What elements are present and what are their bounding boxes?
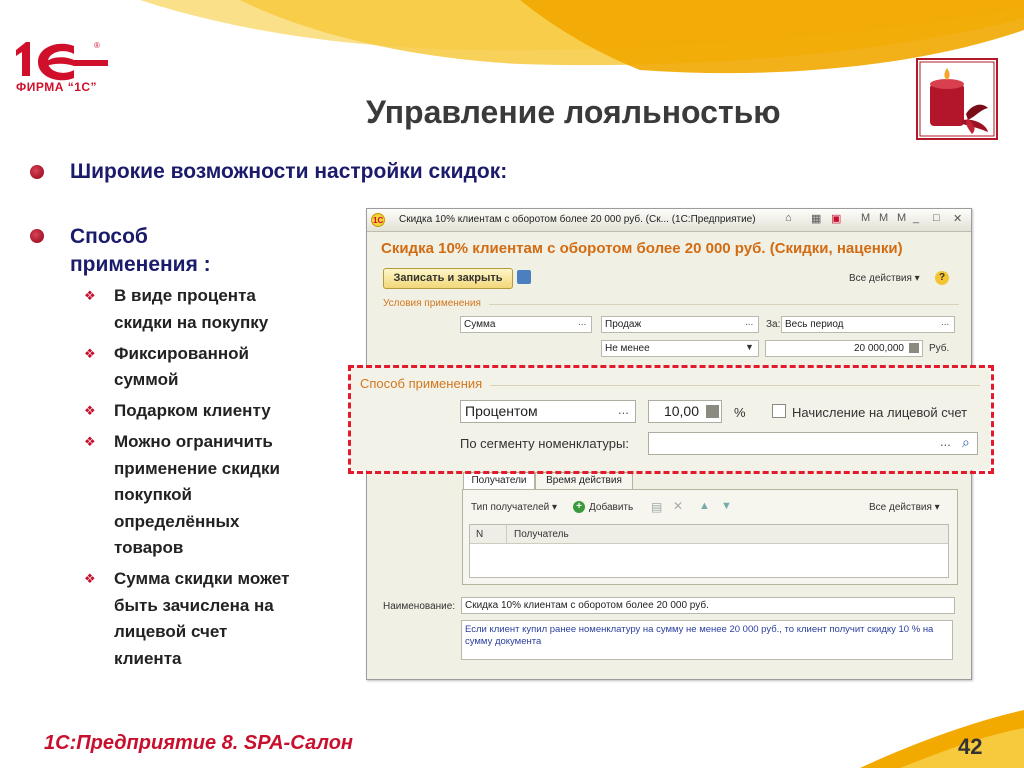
name-value: Скидка 10% клиентам с оборотом более 20 000 руб.: [465, 600, 709, 611]
column-header-recipient[interactable]: Получатель: [514, 529, 569, 540]
bullet-dot-icon: [30, 229, 44, 243]
svg-text:1С: 1С: [373, 216, 384, 225]
tab-recipients[interactable]: Получатели: [463, 472, 535, 490]
all-actions-label: Все действия: [869, 502, 932, 513]
tab-validity-time[interactable]: Время действия: [535, 472, 633, 490]
sub-bullet-line: В виде процента: [114, 286, 256, 305]
diamond-bullet-icon: ❖: [84, 571, 96, 586]
save-icon[interactable]: [517, 270, 531, 284]
recipients-all-actions-menu[interactable]: Все действия ▾: [869, 502, 940, 513]
comparison-select[interactable]: [601, 340, 759, 357]
close-icon[interactable]: ✕: [953, 213, 963, 225]
calendar-icon[interactable]: ▣: [831, 213, 842, 225]
sub-bullet-line: клиента: [114, 648, 182, 668]
condition-object-field[interactable]: [601, 316, 759, 333]
select-button[interactable]: ...: [745, 317, 754, 328]
candle-icon: [916, 58, 998, 140]
sub-bullet-line: товаров: [114, 538, 184, 557]
top-swoosh: [0, 0, 1024, 100]
sub-bullet-line: покупкой: [114, 485, 193, 504]
currency-label: Руб.: [929, 343, 950, 354]
recipients-table[interactable]: [469, 524, 949, 578]
column-header-n[interactable]: N: [476, 529, 484, 540]
move-down-icon[interactable]: ▼: [721, 500, 732, 512]
bullet-features: Широкие возможности настройки скидок:: [70, 160, 508, 183]
select-button[interactable]: ...: [940, 434, 951, 449]
calculator-icon[interactable]: [909, 343, 919, 353]
page-number: 42: [958, 734, 983, 759]
diamond-bullet-icon: ❖: [84, 434, 96, 449]
chevron-down-icon[interactable]: ▼: [745, 342, 754, 352]
select-button[interactable]: ...: [941, 317, 950, 328]
bottom-swoosh: [0, 690, 1024, 768]
calculator-icon[interactable]: ▦: [811, 213, 822, 225]
memory-m-icon[interactable]: M: [861, 212, 871, 224]
sub-bullet-line: применение скидки: [114, 458, 280, 478]
sub-bullet-line: Сумма скидки может: [114, 569, 290, 588]
bullet-method-line2: применения :: [70, 253, 211, 276]
add-icon[interactable]: +: [573, 501, 585, 513]
sub-bullet-line: лицевой счет: [114, 622, 228, 641]
method-section-label: Способ применения: [360, 376, 483, 391]
form-heading: Скидка 10% клиентам с оборотом более 20 000 руб. (Скидки, наценки): [381, 240, 903, 257]
recipient-type-label: Тип получателей: [471, 502, 550, 513]
sub-bullet-line: суммой: [114, 370, 179, 389]
delete-icon[interactable]: ✕: [673, 499, 684, 513]
add-button[interactable]: Добавить: [589, 502, 634, 513]
condition-type-value: Сумма: [464, 319, 496, 330]
all-actions-label: Все действия: [849, 273, 912, 284]
logo-caption: ФИРМА “1С”: [16, 80, 98, 94]
method-value: Процентом: [465, 403, 538, 419]
column-divider: [506, 525, 507, 543]
footer-product: 1С:Предприятие 8. SPA-Салон: [44, 732, 353, 754]
help-icon[interactable]: ?: [935, 271, 949, 285]
copy-icon[interactable]: ▤: [651, 500, 663, 514]
percent-sign: %: [734, 405, 746, 420]
amount-field[interactable]: [765, 340, 923, 357]
save-close-button[interactable]: Записать и закрыть: [383, 268, 513, 289]
select-button[interactable]: ...: [578, 317, 587, 328]
svg-text:®: ®: [94, 41, 100, 50]
sub-bullet-line: определённых: [114, 511, 240, 531]
highlight-dashed-frame: [348, 365, 994, 474]
name-field[interactable]: [461, 597, 955, 614]
segment-label: По сегменту номенклатуры:: [460, 436, 629, 451]
bullet-dot-icon: [30, 165, 44, 179]
home-icon[interactable]: ⌂: [785, 212, 792, 224]
name-label: Наименование:: [383, 601, 456, 612]
sub-bullet-line: Можно ограничить: [114, 432, 273, 451]
memory-mminus-icon[interactable]: M: [897, 212, 907, 224]
maximize-icon[interactable]: □: [933, 212, 940, 224]
1c-app-icon: [371, 213, 385, 227]
minimize-icon[interactable]: _: [913, 212, 920, 224]
all-actions-menu[interactable]: Все действия ▾: [849, 273, 920, 284]
conditions-section-label: Условия применения: [383, 298, 481, 309]
move-up-icon[interactable]: ▲: [699, 500, 710, 512]
search-icon[interactable]: ⌕: [962, 434, 970, 450]
bullet-method-line1: Способ: [70, 225, 148, 248]
period-label: За:: [766, 319, 781, 330]
memory-mplus-icon[interactable]: M: [879, 212, 889, 224]
diamond-bullet-icon: ❖: [84, 345, 96, 361]
slide-title: Управление лояльностью: [366, 94, 781, 130]
window-titlebar[interactable]: [367, 209, 971, 232]
diamond-bullet-icon: ❖: [84, 288, 96, 303]
sub-bullet-line: Фиксированной: [114, 343, 249, 363]
window-title: Скидка 10% клиентам с оборотом более 20 000 руб. (Ск... (1С:Предприятие): [399, 214, 756, 225]
sub-bullet-line: скидки на покупку: [114, 312, 269, 332]
diamond-bullet-icon: ❖: [84, 403, 96, 418]
comparison-value: Не менее: [605, 343, 650, 354]
discount-value: 10,00: [663, 403, 699, 419]
recipient-type-menu[interactable]: Тип получателей ▾: [471, 502, 558, 513]
section-divider: [489, 304, 959, 305]
description-textarea[interactable]: Если клиент купил ранее номенклатуру на сумму не менее 20 000 руб., то клиент получит скидку 10 % на сумму документа: [461, 620, 953, 660]
amount-value: 20 000,000: [853, 343, 904, 354]
period-field[interactable]: [781, 316, 955, 333]
condition-type-field[interactable]: [460, 316, 592, 333]
period-value: Весь период: [785, 319, 844, 330]
account-checkbox-label: Начисление на лицевой счет: [792, 405, 968, 420]
sub-bullet-line: быть зачислена на: [114, 595, 274, 615]
condition-object-value: Продаж: [605, 319, 642, 330]
sub-bullet-line: Подарком клиенту: [114, 401, 271, 420]
select-button[interactable]: ...: [618, 402, 629, 417]
